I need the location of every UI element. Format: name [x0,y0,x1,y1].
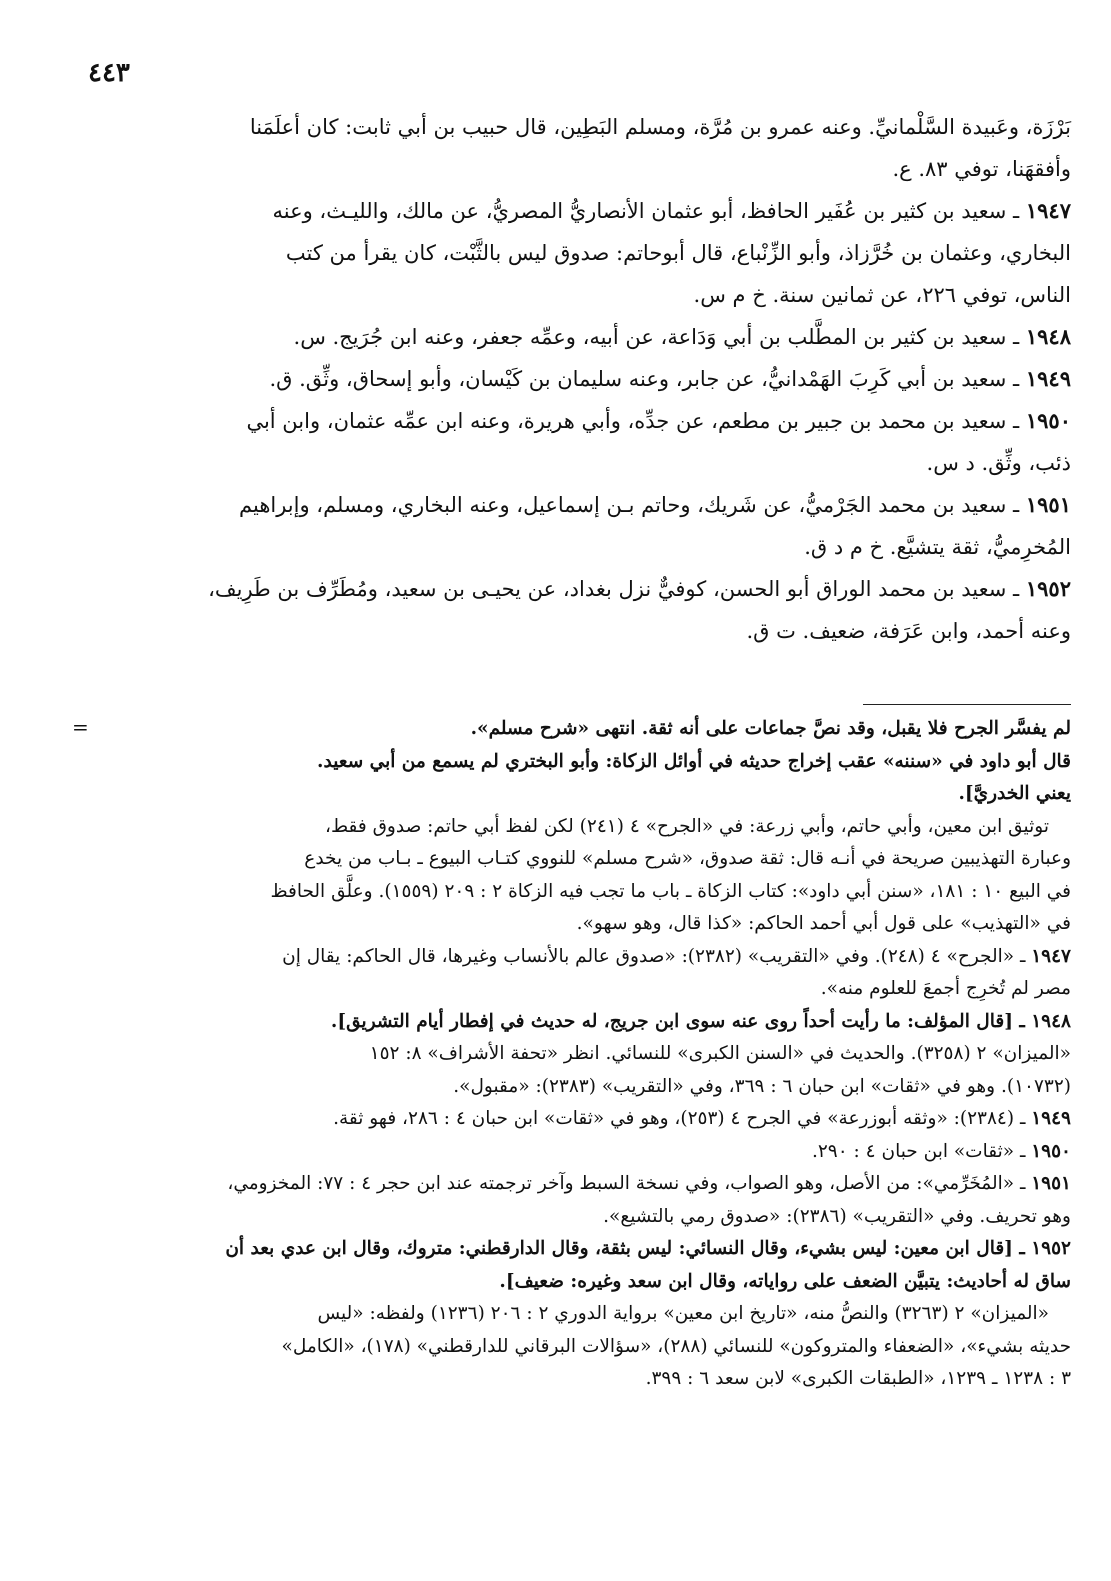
footnote-entry-line: ٣ : ١٢٣٨ ـ ١٢٣٩، «الطبقات الكبرى» لابن سعد ٦ : ٣٩٩. [645,1368,1071,1389]
footnote-line: قال أبو داود في «سننه» عقب إخراج حديثه في أوائل الزكاة: وأبو البختري لم يسمع من أبي سعيد. [317,750,1071,772]
footnote-number: ١٩٥٢ [1031,1238,1071,1259]
biography-entry [106,318,1071,356]
main-line: وأفقهَنا، توفي ٨٣. ع. [892,157,1071,181]
footnote-text: ـ «المُخَرِّمي»: من الأصل، وهو الصواب، وفي نسخة السبط وآخر ترجمته عند ابن حجر ٤ : ٧٧: المخزومي، [227,1173,1032,1194]
footnote-number: ١٩٤٨ [1031,1010,1071,1032]
footnote-entry-line: حديثه بشيء»، «الضعفاء والمتروكون» للنسائي (٢٨٨)، «سؤالات البرقاني للدارقطني» (١٧٨)، «الكامل» [281,1335,1071,1357]
entry-number: ١٩٥٢ [1025,576,1071,601]
entry-text: ـ سعيد بن أبي كَرِبَ الهَمْدانيُّ، عن جابر، وعنه سليمان بن كَيْسان، وأبو إسحاق، وثِّق. ق. [269,367,1026,391]
footnote-line: لم يفسَّر الجرح فلا يقبل، وقد نصَّ جماعات على أنه ثقة. انتهى «شرح مسلم». [470,718,1071,739]
footnote-line: توثيق ابن معين، وأبي حاتم، وأبي زرعة: في «الجرح» ٤ (٢٤١) لكن لفظ أبي حاتم: صدوق فقط، [324,815,1049,837]
entry-number: ١٩٥٠ [1025,408,1071,433]
biography-entry [106,402,1071,482]
footnote-entry-line: «الميزان» ٢ (٣٢٦٣) والنصُّ منه، «تاريخ ابن معين» برواية الدوري ٢ : ٢٠٦ (١٢٣٦) ولفظه: «ليس [317,1303,1049,1324]
page-number: ٤٤٣ [88,58,130,88]
footnote-line: في «التهذيب» على قول أبي أحمد الحاكم: «كذا قال، وهو سهو». [576,913,1071,934]
biography-entry [106,192,1071,314]
footnote-number: ١٩٥٠ [1031,1140,1071,1162]
entry-number: ١٩٤٩ [1025,366,1071,391]
footnote-divider [863,704,1071,705]
biography-entry [106,570,1071,650]
footnote-entry-first-line [106,1136,1071,1169]
footnote-entry-first-line [106,1006,1071,1039]
entry-text: ـ سعيد بن كثير بن المطَّلب بن أبي وَدَاعة، عن أبيه، وعمِّه جعفر، وعنه ابن جُرَيج. س. [293,325,1026,349]
main-text [106,108,1071,654]
entry-line: البخاري، وعثمان بن خُرَّزاذ، وأبو الزِّنْباع، قال أبوحاتم: صدوق ليس بالثَّبْت، كان يقرأ من كتب [285,241,1071,265]
biography-entry [106,360,1071,398]
entry-text: ـ سعيد بن كثير بن عُفَير الحافظ، أبو عثمان الأنصاريُّ المصريُّ، عن مالك، والليـث، وعنه [272,199,1026,223]
footnote-text: ـ [قال ابن معين: ليس بشيء، وقال النسائي: ليس بثقة، وقال الدارقطني: متروك، وقال ابن عدي بعد أن [225,1238,1032,1259]
entry-first-line [106,192,1071,230]
entry-first-line [106,360,1071,398]
entry-number: ١٩٥١ [1025,492,1071,517]
footnote-entry-first-line [106,1103,1071,1136]
entry-line: الناس، توفي ٢٢٦، عن ثمانين سنة. خ م س. [693,283,1071,307]
entry-text: ـ سعيد بن محمد الوراق أبو الحسن، كوفيٌّ نزل بغداد، عن يحيـى بن سعيد، ومُطَرِّف بن طَرِيف، [208,577,1026,601]
footnote-continuation-mark: = [72,715,89,739]
main-line: بَرْزَة، وعَبيدة السَّلْمانيِّ. وعنه عمرو بن مُرَّة، ومسلم البَطِين، قال حبيب بن أبي ثابت: كان أعلَمَنا [249,115,1071,139]
footnote-number: ١٩٤٩ [1031,1108,1071,1129]
footnote-entry-line: وهو تحريف. وفي «التقريب» (٢٣٨٦): «صدوق رمي بالتشيع». [603,1205,1071,1227]
footnote-line: وعبارة التهذيبين صريحة في أنـه قال: ثقة صدوق، «شرح مسلم» للنووي كتـاب البيوع ـ بـاب من يخدع [304,848,1071,869]
entry-continuation [106,108,1071,188]
footnote-text: ـ «الجرح» ٤ (٢٤٨). وفي «التقريب» (٢٣٨٢): «صدوق عالم بالأنساب وغيرها، قال الحاكم: يقال إن [282,945,1032,967]
footnotes [106,713,1071,1396]
entry-line: المُخرِميُّ، ثقة يتشيَّع. خ م د ق. [804,535,1071,559]
footnote-line: يعني الخدريَّ]. [958,783,1071,804]
footnote-number: ١٩٤٧ [1031,945,1071,967]
entry-text: ـ سعيد بن محمد بن جبير بن مطعم، عن جدِّه، وأبي هريرة، وعنه ابن عمِّه عثمان، وابن أبي [246,409,1026,433]
entry-first-line [106,318,1071,356]
biography-entry [106,486,1071,566]
entry-line: وعنه أحمد، وابن عَرَفة، ضعيف. ت ق. [746,619,1071,643]
footnote-entry-first-line [106,1233,1071,1266]
footnote-entry-first-line [106,1168,1071,1201]
footnote-entry-line: ساق له أحاديث: يتبيَّن الضعف على رواياته، وقال ابن سعد وغيره: ضعيف]. [499,1270,1071,1292]
footnote-number: ١٩٥١ [1031,1173,1071,1194]
footnote-entry-first-line [106,941,1071,974]
footnote-entry-line: «الميزان» ٢ (٣٢٥٨). والحديث في «السنن الكبرى» للنسائي. انظر «تحفة الأشراف» ٨: ١٥٢ [369,1043,1071,1064]
entry-first-line [106,570,1071,608]
entry-first-line [106,486,1071,524]
entry-number: ١٩٤٨ [1025,324,1071,349]
footnote-entry-line: (١٠٧٣٢). وهو في «ثقات» ابن حبان ٦ : ٣٦٩، وفي «التقريب» (٢٣٨٣): «مقبول». [453,1075,1071,1097]
footnote-text: ـ [قال المؤلف: ما رأيت أحداً روى عنه سوى ابن جريج، له حديث في إفطار أيام التشريق]. [330,1010,1032,1032]
footnote-text: ـ (٢٣٨٤): «وثقه أبوزرعة» في الجرح ٤ (٢٥٣)، وهو في «ثقات» ابن حبان ٤ : ٢٨٦، فهو ثقة. [333,1108,1032,1129]
entry-first-line [106,402,1071,440]
footnote-line: في البيع ١٠ : ١٨١، «سنن أبي داود»: كتاب الزكاة ـ باب ما تجب فيه الزكاة ٢ : ٢٠٩ (١٥٥٩). وعلَّق الحافظ [270,880,1071,902]
entry-number: ١٩٤٧ [1025,198,1071,223]
entry-line: ذئب، وثِّق. د س. [926,451,1071,475]
footnote-entry-line: مصر لم تُخرِج أجمعَ للعلوم منه». [820,978,1071,999]
entry-text: ـ سعيد بن محمد الجَرْميُّ، عن شَريك، وحاتم بـن إسماعيل، وعنه البخاري، ومسلم، وإبراهيم [239,493,1026,517]
footnote-text: ـ «ثقات» ابن حبان ٤ : ٢٩٠. [811,1140,1032,1162]
